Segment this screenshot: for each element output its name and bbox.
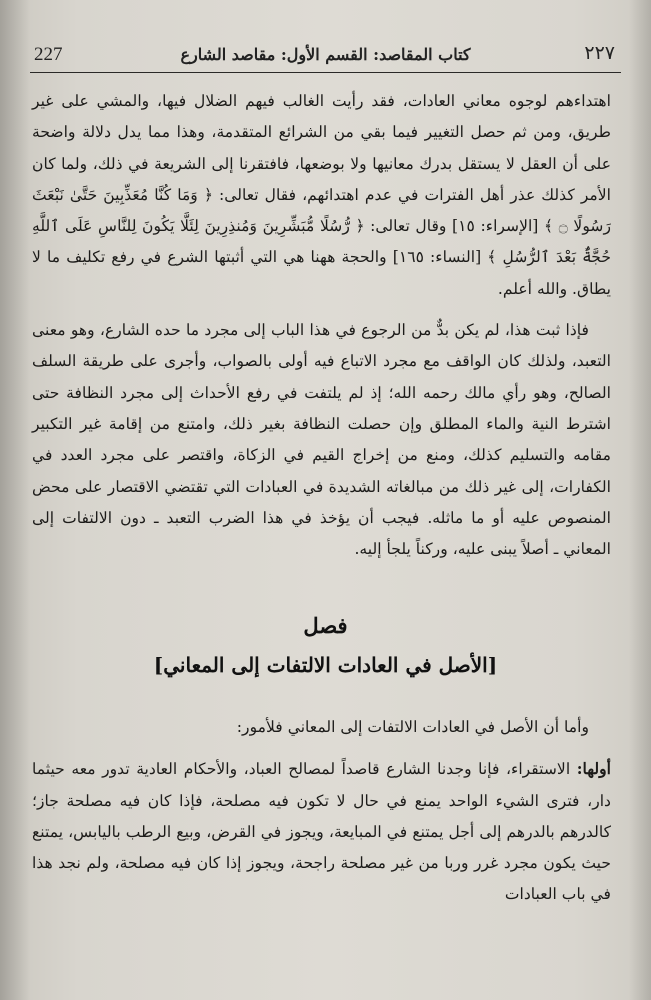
header-rule	[30, 72, 621, 73]
paragraph-2: فإذا ثبت هذا، لم يكن بدٌّ من الرجوع في هذا الباب إلى مجرد ما حده الشارع، وهو معنى التعبد، ولذلك كان الواقف مع مجرد الاتباع فيه أولى بالصواب، وأجرى على طريقة السلف الصالح، وهو رأي مالك رحمه الله؛ إذ لم يلتفت في رفع الأحداث إلى مجرد النظافة حتى اشترط النية والماء المطلق وإن حصلت النظافة بغير ذلك، وامتنع من إقامة غير التكبير مقامه والتسليم كذلك، ومنع من إخراج القيم في الزكاة، واقتصر على مجرد العدد في الكفارات، إلى غير ذلك من مبالغاته الشديدة في العبادات التي تقتضي الاقتصار على محض المنصوص عليه أو ما ماثله. فيجب أن يؤخذ في هذا الضرب التعبد ـ دون الالتفات إلى المعاني ـ أصلاً يبنى عليه، وركناً يلجأ إليه.	[32, 321, 611, 559]
page-edge-shadow	[629, 0, 651, 1000]
page-number-arabic: ٢٢٧	[584, 42, 615, 64]
page-gutter-shadow	[0, 0, 30, 1000]
section-heading: فصل	[303, 613, 348, 638]
section-subheading: [الأصل في العادات الالتفات إلى المعاني]	[153, 653, 498, 677]
running-title: كتاب المقاصد: القسم الأول: مقاصد الشارع	[180, 45, 471, 64]
paragraph-1: اهتداءهم لوجوه معاني العادات، فقد رأيت الغالب فيهم الضلال فيها، والمشي على غير طريق، ومن ثم حصل التغيير فيما بقي من الشرائع المتقدمة، وهذا مما يدل دلالة واضحة على أن العقل لا يستقل بدرك معانيها ولا بوضعها، فافتقرنا إلى الشريعة في ذلك، ولما كان الأمر كذلك عذر أهل الفترات في عدم اهتدائهم، فقال تعالى: ﴿ وَمَا كُنَّا مُعَذِّبِينَ حَتَّىٰ نَبْعَثَ رَسُولًا ۝ ﴾ [الإسراء: ١٥] وقال تعالى: ﴿ رُّسُلًا مُّبَشِّرِينَ وَمُنذِرِينَ لِئَلَّا يَكُونَ لِلنَّاسِ عَلَى ٱللَّهِ حُجَّةٌۢ بَعْدَ ٱلرُّسُلِ ﴾ [النساء: ١٦٥] والحجة ههنا هي التي أثبتها الشرع في رفع تكليف ما لا يطاق. والله أعلم.	[32, 92, 611, 298]
first-reason	[32, 753, 611, 910]
first-reason-body: الاستقراء، فإنا وجدنا الشارع قاصداً لمصالح العباد، والأحكام العادية تدور معه حيثما دار، فترى الشيء الواحد يمنع في حال لا تكون فيه مصلحة، فإذا كان فيه مصلحة جاز؛ كالدرهم بالدرهم إلى أجل يمتنع في المبايعة، ويجوز في القرض، وبيع الرطب باليابس، يمتنع حيث يكون مجرد غرر وربا من غير مصلحة راجحة، ويجوز إذا كان فيه مصلحة، ولم نجد هذا في باب العبادات	[32, 760, 611, 904]
first-reason-lead: أولها:	[576, 759, 611, 779]
section-text	[32, 712, 611, 911]
page-number-latin: 227	[34, 44, 63, 65]
page-header	[0, 38, 651, 72]
main-text	[32, 86, 611, 565]
section-intro: وأما أن الأصل في العادات الالتفات إلى المعاني فلأمور:	[236, 718, 589, 736]
